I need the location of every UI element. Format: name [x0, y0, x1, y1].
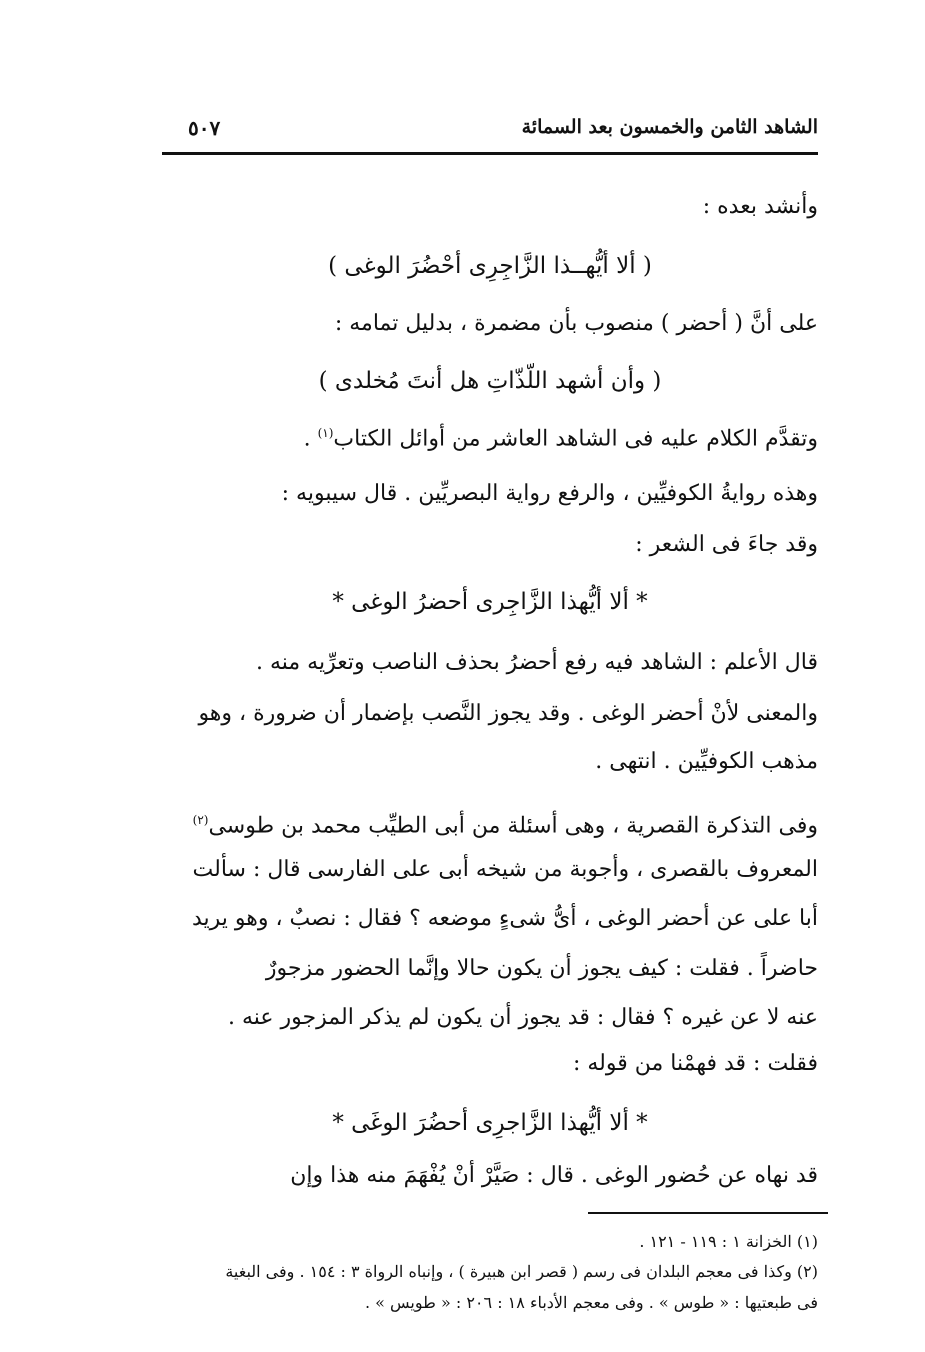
footnote: (١) الخزانة ١ : ١١٩ - ١٢١ . — [639, 1232, 818, 1251]
body-line: قد نهاه عن حُضور الوغى . قال : صَيَّرْ أنْ يُفْهَمَ منه هذا وإن — [290, 1163, 818, 1188]
body-line-with-footnote: وتقدَّم الكلام عليه فى الشاهد العاشر من أوائل الكتاب$^{(١)}$ . — [303, 426, 818, 452]
footnote-rule — [588, 1212, 828, 1214]
body-line: حاضراً . فقلت : كيف يجوز أن يكون حالا وإنَّما الحضور مزجورٌ — [265, 956, 818, 981]
verse-line: ( ألا أيُّهــذا الزَّاجِرِى أحْضُرَ الوغى ) — [328, 253, 652, 279]
body-line: عنه لا عن غيره ؟ فقال : قد يجوز أن يكون لم يذكر المزجور عنه . — [228, 1005, 818, 1030]
body-line: مذهب الكوفيِّين . انتهى . — [595, 749, 818, 774]
body-line: والمعنى لأنْ أحضر الوغى . وقد يجوز النَّصب بإضمار أن ضرورة ، وهو — [198, 701, 818, 726]
verse-line: ( وأن أشهد اللّذّاتِ هل أنتَ مُخلدى ) — [318, 368, 662, 394]
verse-line: * ألا أيُّهذا الزَّاجِرى أحضرُ الوغى * — [332, 589, 648, 615]
footnote-marker-2: (٢) — [192, 813, 209, 827]
body-line-text: وتقدَّم الكلام عليه فى الشاهد العاشر من أوائل الكتاب — [333, 426, 818, 452]
body-line-text: وفى التذكرة القصرية ، وهى أسئلة من أبى الطيِّب محمد بن طوسى — [208, 813, 818, 839]
body-line: أبا على عن أحضر الوغى ، أىُّ شىءٍ موضعه ؟ فقال : نصبٌ ، وهو يريد — [191, 906, 818, 931]
footnote-marker-1: (١) — [317, 426, 334, 440]
body-line-with-footnote — [162, 805, 818, 841]
running-header — [162, 116, 818, 148]
body-line: على أنَّ ( أحضر ) منصوب بأن مضمرة ، بدليل تمامه : — [334, 311, 818, 336]
header-rule — [162, 152, 818, 155]
body-line: المعروف بالقصرى ، وأجوبة من شيخه أبى على الفارسى قال : سألت — [192, 857, 818, 882]
body-line: قال الأعلم : الشاهد فيه رفع أحضرُ بحذف الناصب وتعرِّيه منه . — [255, 650, 818, 675]
footnote: فى طبعتيها : « طوس » . وفى معجم الأدباء ١٨ : ٢٠٦ : « طويس » . — [364, 1293, 818, 1312]
body-line: وأنشد بعده : — [702, 194, 818, 219]
running-title: الشاهد الثامن والخمسون بعد السمائة — [521, 116, 818, 138]
body-line: فقلت : قد فهمْنا من قوله : — [572, 1051, 818, 1076]
page-number: ٥٠٧ — [188, 116, 221, 140]
body-line: وقد جاءَ فى الشعر : — [635, 532, 818, 557]
body-line: وهذه روايةُ الكوفيِّين ، والرفع رواية البصريِّين . قال سيبويه : — [281, 481, 818, 506]
verse-line: * ألا أيُّهذا الزَّاجرِى أحضُرَ الوغَى * — [332, 1110, 648, 1136]
footnote: (٢) وكذا فى معجم البلدان فى رسم ( قصر ابن هبيرة ) ، وإنباه الرواة ٣ : ١٥٤ . وفى البغية — [225, 1262, 818, 1281]
